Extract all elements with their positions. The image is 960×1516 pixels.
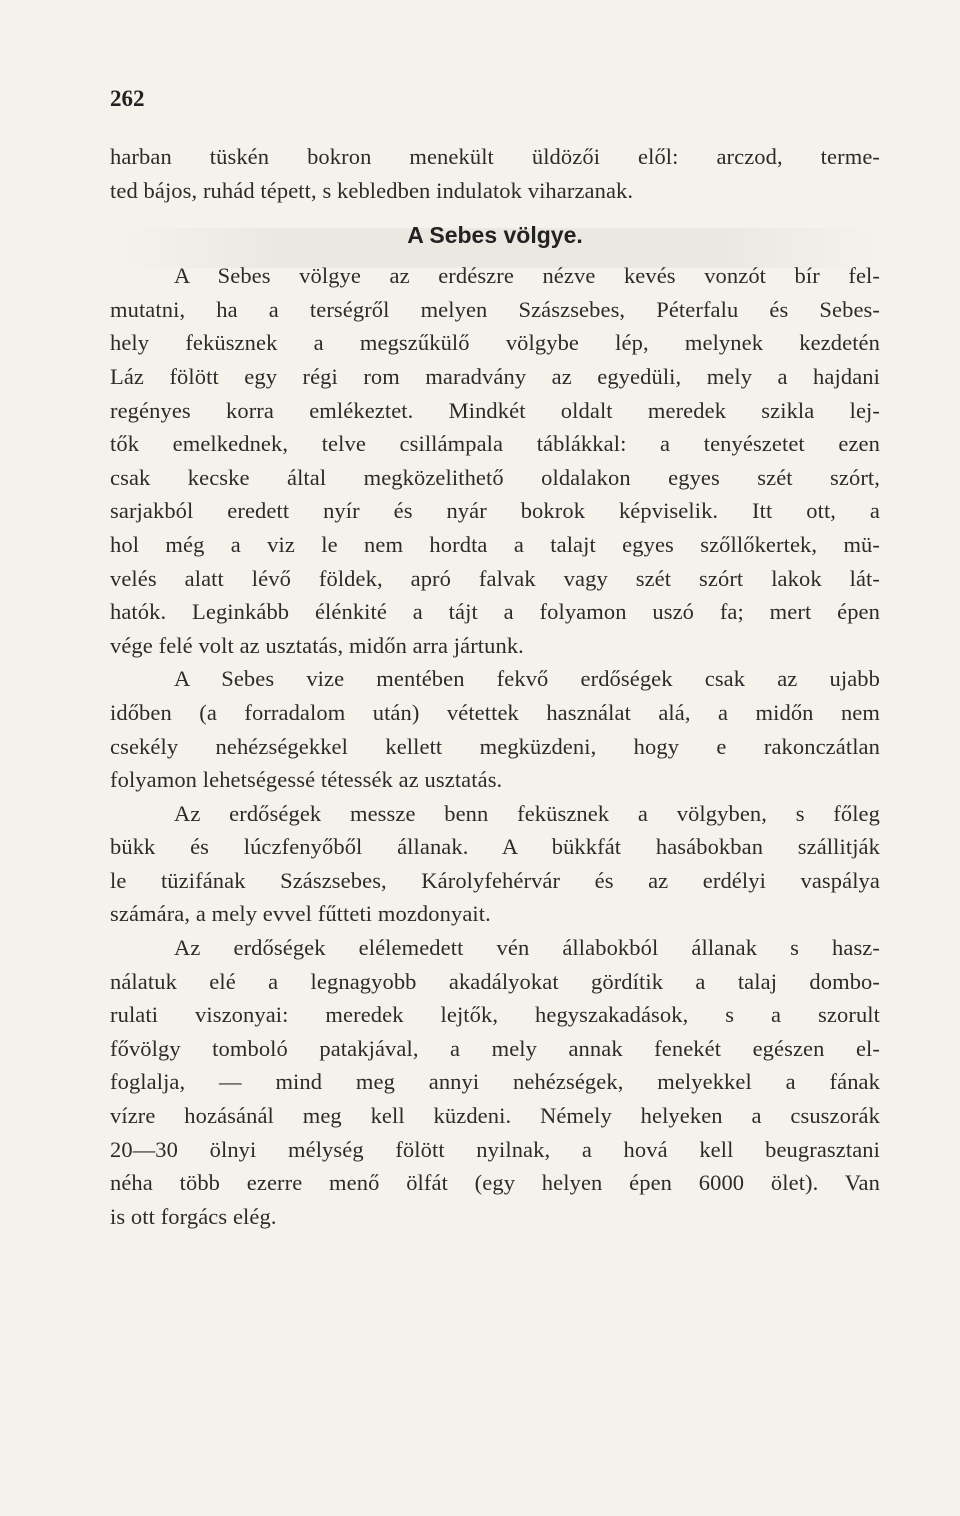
text-line: hely feküsznek a megszűkülő völgybe lép, melynek kezdetén [110,330,880,356]
paragraph-last-line: is ott forgács elég. [110,1203,277,1229]
text-line: foglalja, — mind meg annyi nehézségek, melyekkel a fának [110,1069,880,1095]
paragraph-last-line: számára, a mely evvel fűtteti mozdonyait. [110,901,491,927]
text-line: sarjakból eredett nyír és nyár bokrok képviselik. Itt ott, a [110,498,880,524]
text-line: velés alatt lévő földek, apró falvak vagy szét szórt lakok lát- [110,565,880,591]
text-line: rulati viszonyai: meredek lejtők, hegyszakadások, s a szorult [110,1002,880,1028]
text-line: Láz fölött egy régi rom maradvány az egyedüli, mely a hajdani [110,363,880,389]
text-line: tők emelkednek, telve csillámpala táblákkal: a tenyészetet ezen [110,431,880,457]
paragraph-first-line: A Sebes vize mentében fekvő erdőségek csak az ujabb [174,666,880,692]
text-line: időben (a forradalom után) vétettek használat alá, a midőn nem [110,699,880,725]
paragraph-last-line: vége felé volt az usztatás, midőn arra jártunk. [110,632,524,658]
paragraph-first-line: Az erdőségek messze benn feküsznek a völgyben, s főleg [174,800,880,826]
paragraph-last-line: folyamon lehetségessé tétessék az usztatás. [110,767,503,793]
text-line: csak kecske által megközelithető oldalakon egyes szét szórt, [110,464,880,490]
paragraph-first-line: A Sebes völgye az erdészre nézve kevés vonzót bír fel- [174,263,880,289]
text-line: fővölgy tomboló patakjával, a mely annak fenekét egészen el- [110,1035,880,1061]
text-line: regényes korra emlékeztet. Mindkét oldalt meredek szikla lej- [110,397,880,423]
text-line: 20—30 ölnyi mélység fölött nyilnak, a hová kell beugrasztani [110,1136,880,1162]
text-line: bükk és lúczfenyőből állanak. A bükkfát hasábokban szállitják [110,834,880,860]
text-line: nálatuk elé a legnagyobb akadályokat gördítik a talaj dombo- [110,968,880,994]
text-line: le tüzifának Szászsebes, Károlyfehérvár és az erdélyi vaspálya [110,867,880,893]
text-line: vízre hozásánál meg kell küzdeni. Némely helyeken a csuszorák [110,1103,880,1129]
text-line: hol még a viz le nem hordta a talajt egyes szőllőkertek, mü- [110,531,880,557]
page-number: 262 [110,86,145,111]
text-line: ted bájos, ruhád tépett, s kebledben indulatok viharzanak. [110,177,634,203]
text-line: csekély nehézségekkel kellett megküzdeni, hogy e rakonczátlan [110,733,880,759]
section-heading: A Sebes völgye. [407,222,583,249]
body-text [110,140,880,1233]
text-line: harban tüskén bokron menekült üldözői elől: arczod, terme- [110,144,880,169]
text-line: néha több ezerre menő ölfát (egy helyen épen 6000 ölet). Van [110,1170,880,1196]
text-line: hatók. Leginkább élénkité a tájt a folyamon uszó fa; mert épen [110,599,880,625]
paragraph-first-line: Az erdőségek elélemedett vén állabokból állanak s hasz- [174,935,880,961]
text-line: mutatni, ha a terségről melyen Szászsebes, Péterfalu és Sebes- [110,296,880,322]
